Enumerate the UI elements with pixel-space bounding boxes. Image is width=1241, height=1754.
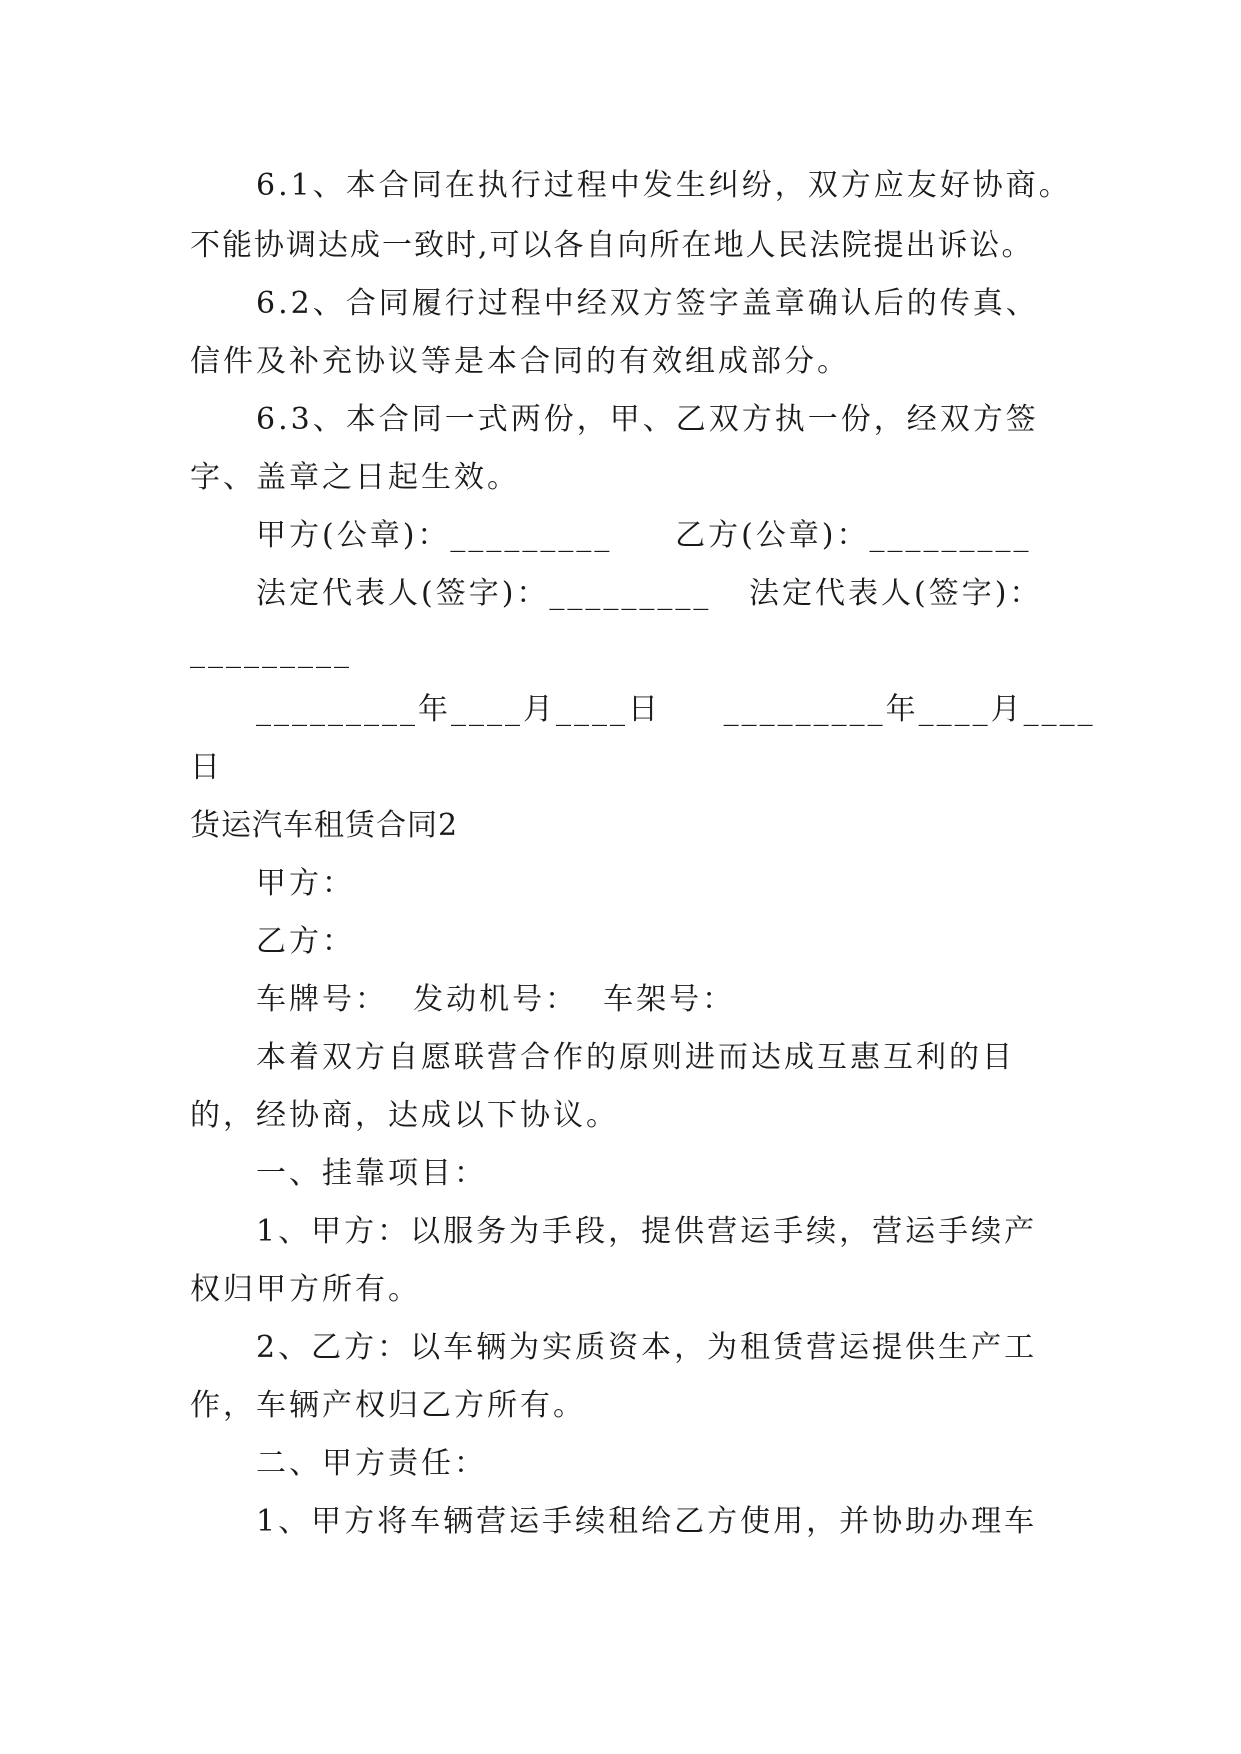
preamble-line-1: 本着双方自愿联营合作的原则进而达成互惠互利的目: [256, 1040, 1015, 1075]
vehicle-info-line: 车牌号： 发动机号： 车架号：: [256, 982, 736, 1017]
item-1-line-1: 1、甲方：以服务为手段，提供营运手续，营运手续产: [256, 1214, 1038, 1249]
section-2-heading: 二、甲方责任：: [256, 1446, 487, 1481]
clause-6-3-line-1: 6.3、本合同一式两份，甲、乙双方执一份，经双方签: [256, 402, 1039, 437]
item-1-line-2: 权归甲方所有。: [190, 1272, 421, 1307]
item-2-line-2: 作，车辆产权归乙方所有。: [190, 1388, 586, 1423]
date-line: _________年____月____日 _________年____月____: [256, 692, 1096, 727]
item-2-line-1: 2、乙方：以车辆为实质资本，为租赁营运提供生产工: [256, 1330, 1038, 1365]
date-line-end: 日: [190, 750, 223, 785]
seal-line: 甲方(公章)：_________ 乙方(公章)：_________: [256, 518, 1032, 553]
party-a-label: 甲方：: [256, 866, 355, 901]
clause-6-2-line-1: 6.2、合同履行过程中经双方签字盖章确认后的传真、: [256, 286, 1039, 321]
contract-title: 货运汽车租赁合同2: [190, 808, 459, 843]
clause-6-1-line-1: 6.1、本合同在执行过程中发生纠纷，双方应友好协商。: [256, 168, 1072, 203]
preamble-line-2: 的，经协商，达成以下协议。: [190, 1098, 619, 1133]
clause-6-3-line-2: 字、盖章之日起生效。: [190, 460, 520, 495]
party-b-label: 乙方：: [256, 924, 355, 959]
representative-blank: _________: [190, 634, 352, 669]
clause-6-1-line-2: 不能协调达成一致时,可以各自向所在地人民法院提出诉讼。: [190, 228, 1034, 263]
clause-6-2-line-2: 信件及补充协议等是本合同的有效组成部分。: [190, 344, 850, 379]
section-1-heading: 一、挂靠项目：: [256, 1156, 487, 1191]
representative-line: 法定代表人(签字)：_________ 法定代表人(签字)：: [256, 576, 1043, 611]
section-2-item-1-line-1: 1、甲方将车辆营运手续租给乙方使用，并协助办理车: [256, 1504, 1038, 1539]
